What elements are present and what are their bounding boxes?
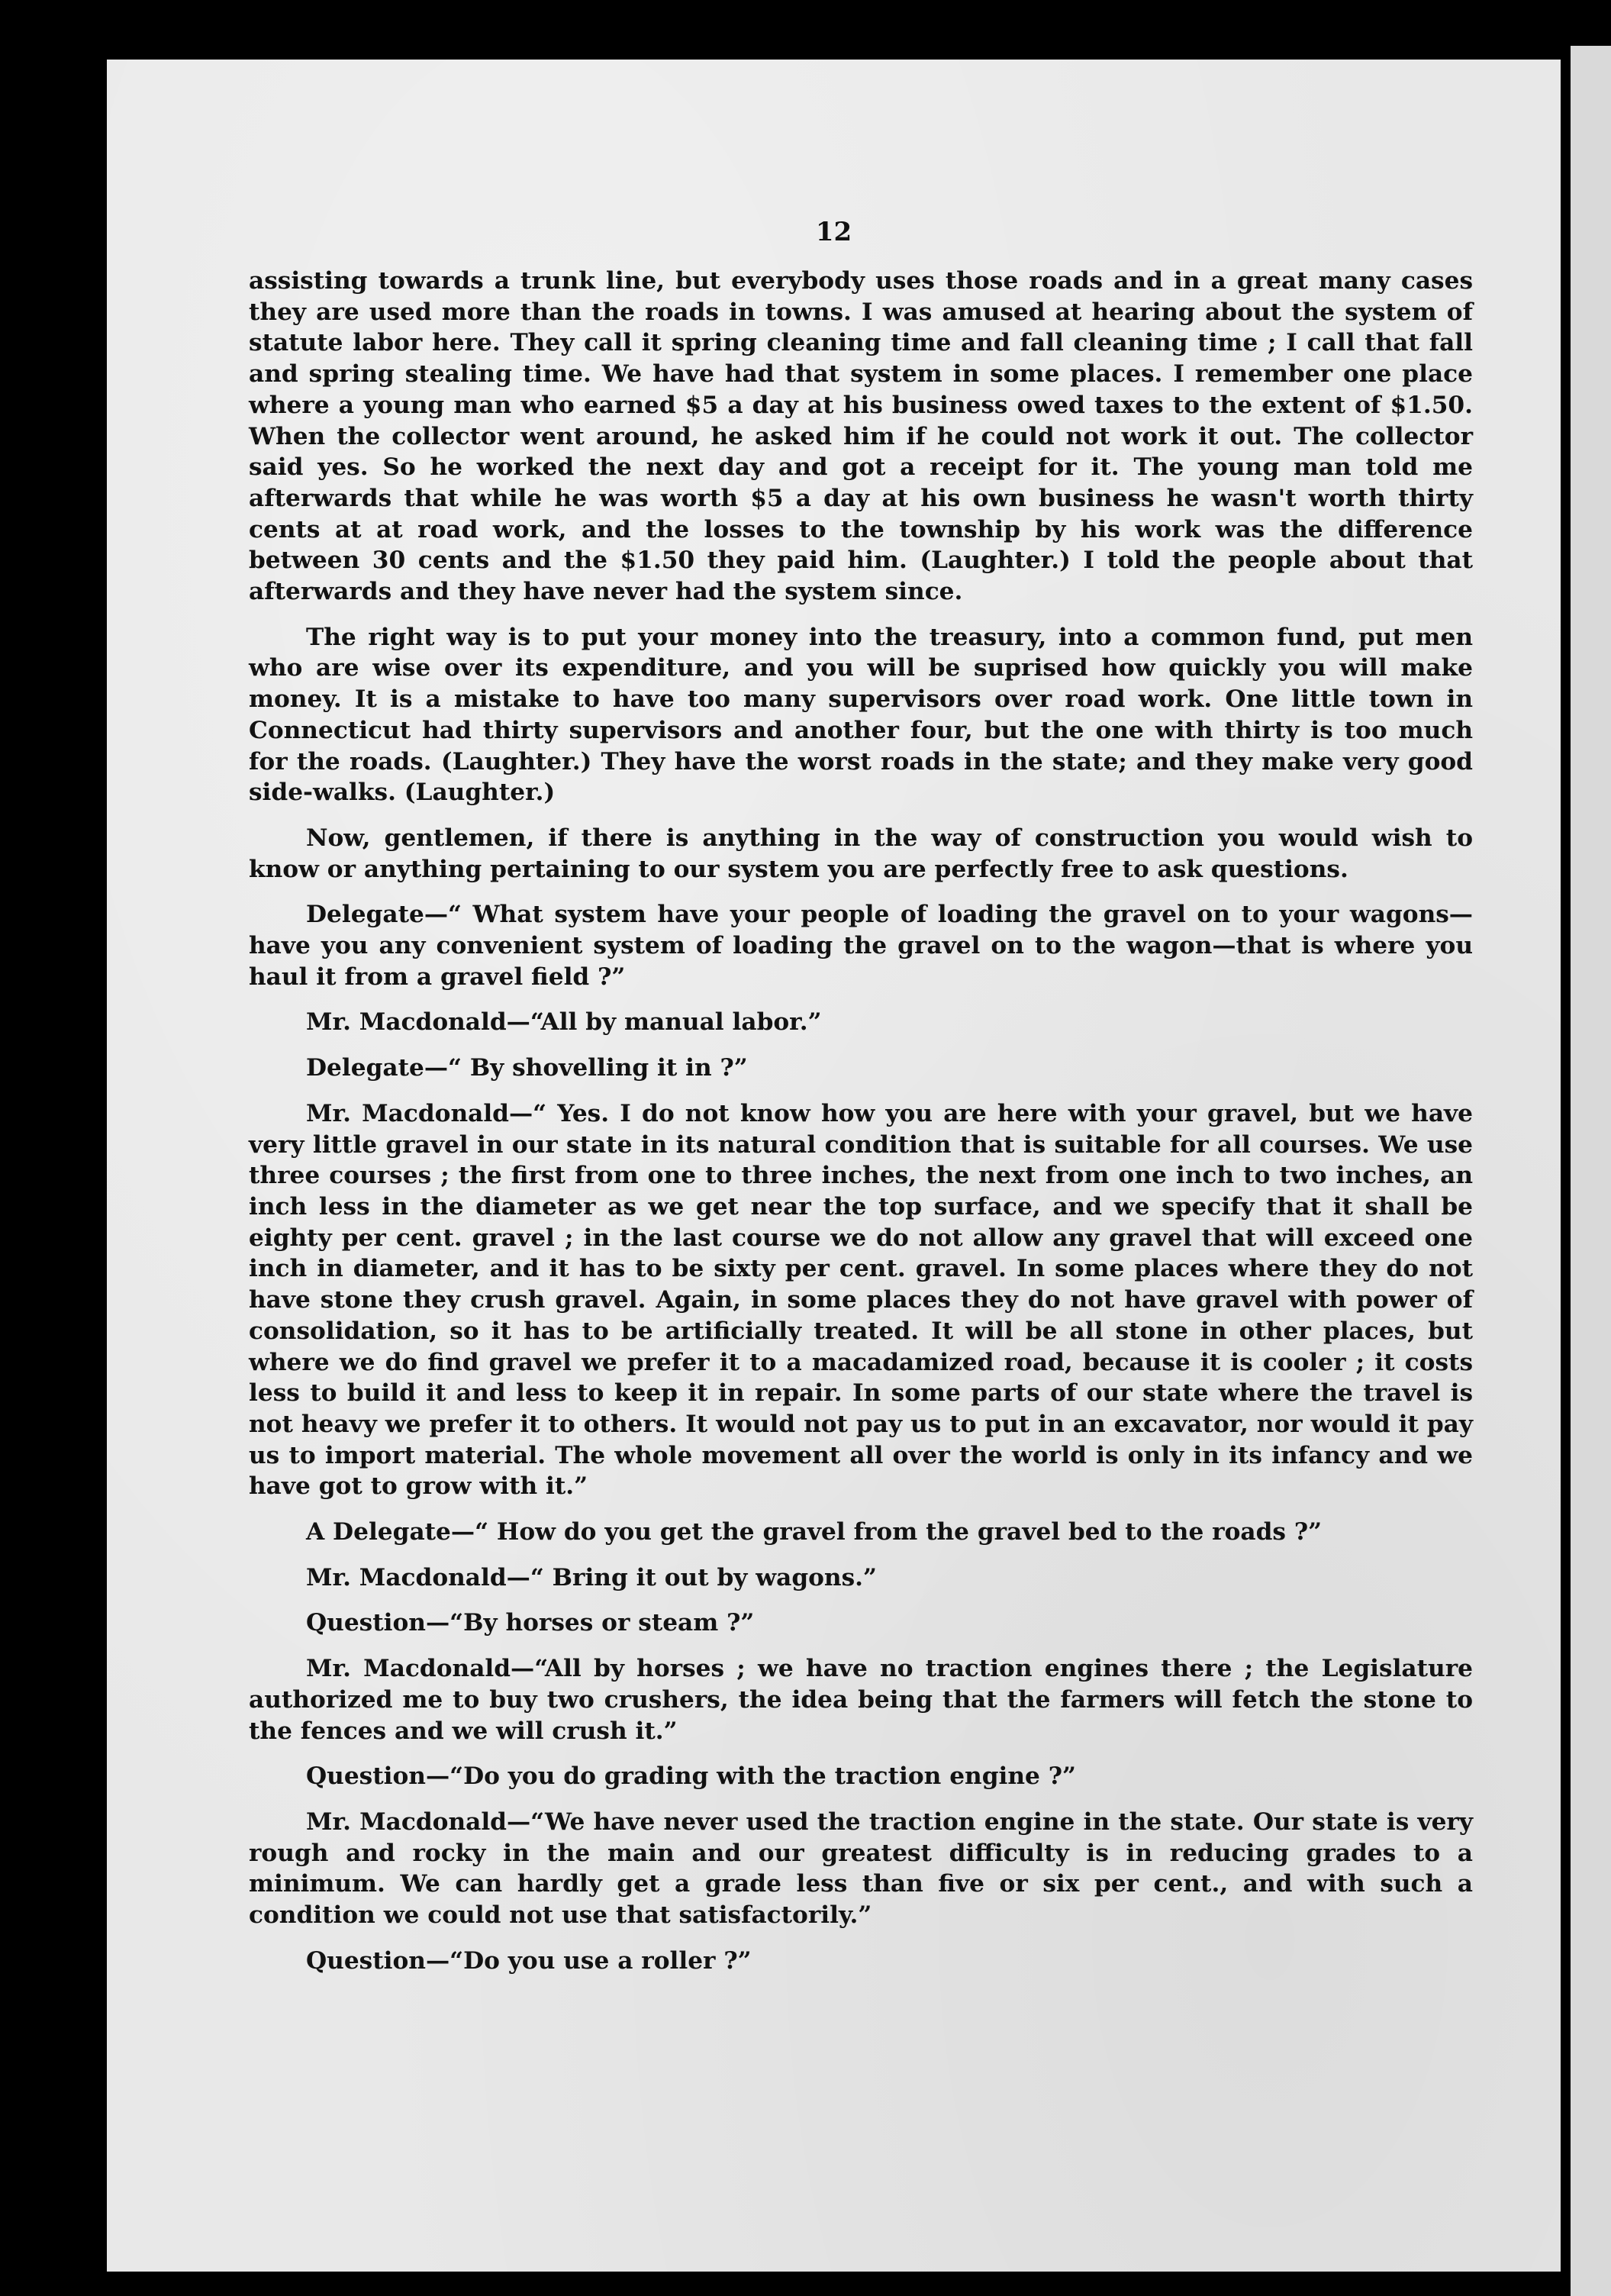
paragraph: Delegate—“ What system have your people of loading the gravel on to your wagons—have you any convenient system of loading the gravel on to the wagon—that is where you haul it from a gravel field ?”	[249, 901, 1473, 991]
paragraph: Question—“By horses or steam ?”	[306, 1609, 755, 1637]
paragraph: Mr. Macdonald—“All by manual labor.”	[306, 1008, 822, 1037]
adjacent-page-edge	[1571, 46, 1611, 2296]
paragraph: assisting towards a trunk line, but everybody uses those roads and in a great many cases they are used more than the roads in towns. I was amused at hearing about the system of statute labor here. They call it spring cleaning time and fall cleaning time ; I call that fall and spring stealing time. We have had that system in some places. I remember one place where a young man who earned $5 a day at his business owed taxes to the extent of $1.50. When the collector went around, he asked him if he could not work it out. The collector said yes. So he worked the next day and got a receipt for it. The young man told me afterwards that while he was worth $5 a day at his own business he wasn't worth thirty cents at at road work, and the losses to the township by his work was the difference between 30 cents and the $1.50 they paid him. (Laughter.) I told the people about that afterwards and they have never had the system since.	[249, 267, 1473, 606]
paragraph: Delegate—“ By shovelling it in ?”	[306, 1054, 748, 1082]
paragraph: Mr. Macdonald—“ Yes. I do not know how you are here with your gravel, but we have very little gravel in our state in its natural condition that is suitable for all courses. We use three courses ; the first from one to three inches, the next from one inch to two inches, an inch less in the diameter as we get near the top surface, and we specify that it shall be eighty per cent. gravel ; in the last course we do not allow any gravel that will exceed one inch in diameter, and it has to be sixty per cent. gravel. In some places where they do not have stone they crush gravel. Again, in some places they do not have gravel with power of consolidation, so it has to be artificially treated. It will be all stone in other places, but where we do find gravel we prefer it to a macadamized road, because it is cooler ; it costs less to build it and less to keep it in repair. In some parts of our state where the travel is not heavy we prefer it to others. It would not pay us to put in an excavator, nor would it pay us to import material. The whole movement all over the world is only in its infancy and we have got to grow with it.”	[249, 1099, 1473, 1501]
document-page	[107, 60, 1561, 2272]
paragraph: Question—“Do you do grading with the traction engine ?”	[306, 1762, 1076, 1791]
paragraph: A Delegate—“ How do you get the gravel from the gravel bed to the roads ?”	[306, 1518, 1323, 1546]
paragraph: Mr. Macdonald—“All by horses ; we have no traction engines there ; the Legislature authorized me to buy two crushers, the idea being that the farmers will fetch the stone to the fences and we will crush it.”	[249, 1655, 1473, 1745]
paragraph: Now, gentlemen, if there is anything in the way of construction you would wish to know or anything pertaining to our system you are perfectly free to ask questions.	[249, 824, 1473, 883]
paragraph: Question—“Do you use a roller ?”	[306, 1946, 752, 1975]
paragraph: Mr. Macdonald—“We have never used the traction engine in the state. Our state is very rough and rocky in the main and our greatest difficulty is in reducing grades to a minimum. We can hardly get a grade less than five or six per cent., and with such a condition we could not use that satisfactorily.”	[249, 1807, 1473, 1930]
body-text	[249, 266, 1473, 1991]
paragraph: Mr. Macdonald—“ Bring it out by wagons.”	[306, 1563, 877, 1591]
page-number: 12	[815, 217, 852, 247]
paragraph: The right way is to put your money into the treasury, into a common fund, put men who are wise over its expenditure, and you will be suprised how quickly you will make money. It is a mistake to have too many supervisors over road work. One little town in Connecticut had thirty supervisors and another four, but the one with thirty is too much for the roads. (Laughter.) They have the worst roads in the state; and they make very good side-walks. (Laughter.)	[249, 623, 1473, 807]
